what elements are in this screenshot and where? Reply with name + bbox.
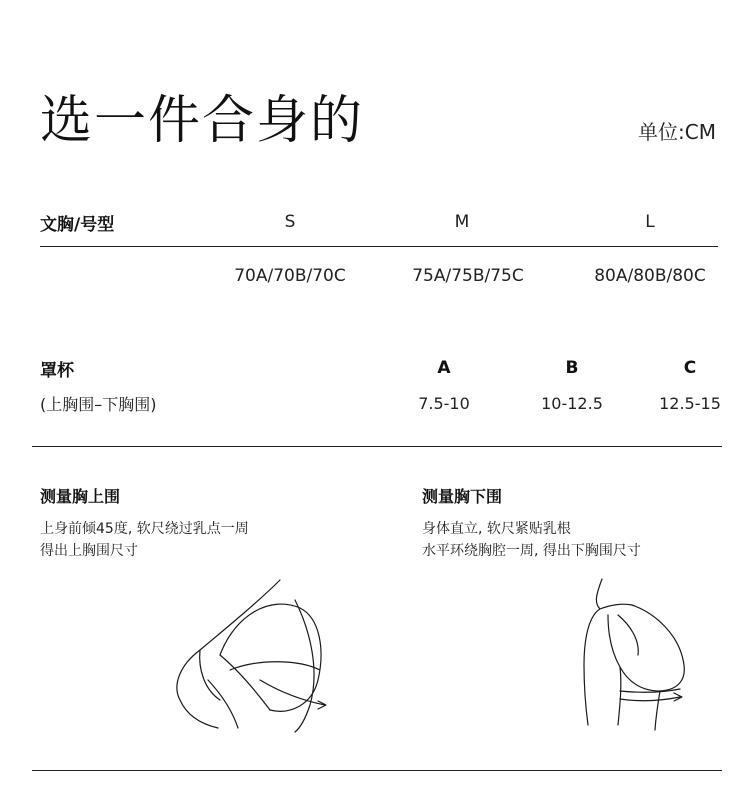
cup-b-range: 10-12.5: [541, 394, 603, 413]
size-table-header-label: 文胸/号型: [40, 215, 115, 235]
under-bust-title: 测量胸下围: [422, 487, 503, 506]
size-s-header: S: [284, 212, 296, 232]
cup-a-header: A: [437, 358, 451, 378]
cup-b-header: B: [565, 358, 579, 378]
unit-label: 单位:CM: [638, 120, 716, 144]
size-l-header: L: [645, 212, 655, 232]
cup-table-divider: [32, 446, 722, 447]
size-l-band: 80A/80B/80C: [594, 266, 706, 286]
cup-table-sub-label: (上胸围–下胸围): [40, 395, 157, 414]
under-bust-measuring-illustration-icon: [560, 575, 700, 735]
cup-c-range: 12.5-15: [659, 394, 721, 413]
upper-bust-line-1: 上身前倾45度, 软尺绕过乳点一周: [40, 521, 249, 537]
size-m-band: 75A/75B/75C: [412, 266, 524, 286]
size-s-band: 70A/70B/70C: [234, 266, 346, 286]
upper-bust-instructions: [40, 518, 360, 562]
upper-bust-line-2: 得出上胸围尺寸: [40, 543, 138, 559]
under-bust-line-1: 身体直立, 软尺紧贴乳根: [422, 521, 571, 537]
size-table-divider: [40, 246, 718, 247]
under-bust-line-2: 水平环绕胸腔一周, 得出下胸围尺寸: [422, 543, 641, 559]
page-title: 选一件合身的: [40, 91, 365, 151]
cup-a-range: 7.5-10: [418, 394, 470, 413]
size-m-header: M: [454, 212, 470, 232]
upper-bust-title: 测量胸上围: [40, 487, 121, 506]
upper-bust-measuring-illustration-icon: [160, 570, 350, 735]
cup-table-label: 罩杯: [40, 361, 74, 381]
bottom-divider: [32, 770, 722, 771]
cup-c-header: C: [683, 358, 697, 378]
under-bust-instructions: [422, 518, 742, 562]
